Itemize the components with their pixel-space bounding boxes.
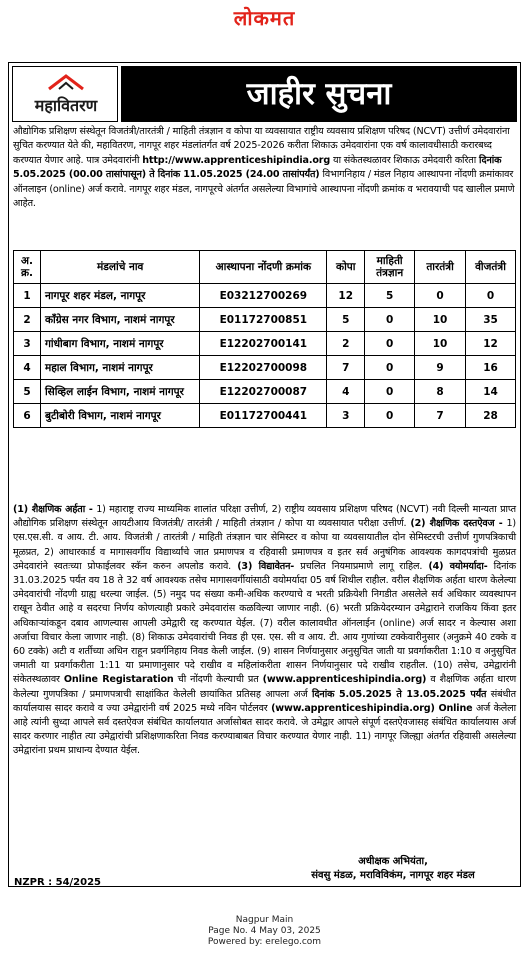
- table-row: [14, 308, 516, 332]
- table-cell: 0: [365, 380, 415, 404]
- term-label: (2) शैक्षणिक दस्तऐवज -: [410, 518, 503, 530]
- term-emphasis: Online Registaration: [63, 674, 174, 686]
- intro-paragraph: [13, 125, 516, 211]
- table-cell: 0: [466, 284, 516, 308]
- table-cell: 0: [365, 404, 415, 428]
- newspaper-masthead: [0, 0, 529, 30]
- col-header: वीजतंत्री: [466, 251, 516, 284]
- table-row: [14, 284, 516, 308]
- table-row: [14, 356, 516, 380]
- term-dates: दिनांक 5.05.2025 ते 13.05.2025 पर्यंत: [311, 688, 487, 700]
- table-cell: E12202700098: [200, 356, 327, 380]
- vacancy-table: [13, 250, 516, 428]
- table-cell: 3: [327, 404, 365, 428]
- table-cell: 0: [415, 284, 466, 308]
- intro-text-1: औद्योगिक प्रशिक्षण संस्थेतून विजतंत्री/तारतंत्री / माहिती तंत्रज्ञान व कोपा या व्यवसायात राष्ट्रीय व्यवसाय प्रशिक्षण परिषद (NCVT) उत्तीर्ण उमेदवारांना सुचित करण्यात येते की, महावितरण, नागपूर शहर मंडलांतर्गत वर्ष 2025-2026 करीता शिकाऊ उमेदवारांना एक वर्ष कालावधीसाठी करारबध्द करण्यात येणार आहे. पात्र उमेदवारांनी: [13, 126, 510, 166]
- table-cell: 5: [14, 380, 41, 404]
- table-cell: 5: [365, 284, 415, 308]
- notice-header: [12, 66, 517, 122]
- col-header: माहिती तंत्रज्ञान: [365, 251, 415, 284]
- table-cell: 3: [14, 332, 41, 356]
- table-cell: 12: [327, 284, 365, 308]
- table-cell: E01172700851: [200, 308, 327, 332]
- intro-text-3: विभागनिहाय / मंडल निहाय आस्थापना नोंदणी क्रमांकावर ऑनलाइन (online) अर्ज करावे. नागपूर शहर मंडल, नागपूरचे अंतर्गत असलेल्या विभागांचे आस्थापना नोंदणी क्रमांक व भरावयाची पद खालील प्रमाणे आहेत.: [13, 169, 515, 210]
- table-cell: 7: [415, 404, 466, 428]
- house-roof-icon: [47, 73, 85, 91]
- term-text: ची नोंदणी केल्याची प्रत: [177, 674, 259, 686]
- table-cell: 7: [327, 356, 365, 380]
- table-cell: 14: [466, 380, 516, 404]
- table-cell: 1: [14, 284, 41, 308]
- term-text: (9) शासन निर्णयानुसार अनुसुचित जाती या प्रवर्गाकरीता 1:10 व अनुसुचित जमाती या प्रवर्गाकरीता 1:11 या प्रमाणानुसार पदे राखीव व महिलांकरीता शासन निर्णयानुसार पदे राखीव राहतील.: [13, 646, 516, 672]
- table-cell: E12202700087: [200, 380, 327, 404]
- term-text: (10) तसेच, उमेद्वारांनी संकेतस्थळावर: [13, 660, 516, 686]
- table-cell: नागपूर शहर मंडल, नागपूर: [40, 284, 199, 308]
- table-row: [14, 404, 516, 428]
- table-cell: कॉंग्रेस नगर विभाग, नाशमं नागपूर: [40, 308, 199, 332]
- notice-title-bar: [121, 66, 517, 122]
- table-cell: सिव्हिल लाईन विभाग, नाशमं नागपूर: [40, 380, 199, 404]
- table-cell: 0: [365, 356, 415, 380]
- table-cell: 6: [14, 404, 41, 428]
- term-url: (www.apprenticeshipindia.org): [262, 674, 427, 686]
- table-cell: E01172700441: [200, 404, 327, 428]
- term-text: व शैक्षणिक अर्हता धारण केलेल्या गुणपत्रिका / प्रमाणपत्राची साक्षांकित केलेली छायांकित प्रतिसह आपला अर्ज: [13, 674, 517, 700]
- term-text: प्रचलित नियमाप्रमाणे लागू राहिल.: [300, 560, 423, 572]
- table-cell: 8: [415, 380, 466, 404]
- term-label: (3) विद्यावेतन-: [237, 560, 295, 572]
- col-header: अ. क्र.: [14, 251, 41, 284]
- terms-paragraph: [13, 503, 516, 759]
- signature-office: संवसु मंडळ, मराविविकंम, नागपूर शहर मंडल: [311, 870, 475, 881]
- term-text: अर्ज केलेला आहे त्यांनी सुध्दा आपले सर्व दस्तऐवज संबंधित कार्यालयात अर्जासोबत सादर करावे. जे उमेद्वार आपले संपूर्ण दस्तऐवजासह संबंधित कार्यालयास अर्ज सादर करणार नाहीत त्या उमेद्वारांची प्रशिक्षणाकरिता निवड करण्याबाबत विचार करण्यात येणार नाही.: [13, 702, 516, 743]
- col-header: कोपा: [327, 251, 365, 284]
- term-text: (6) भरती प्रक्रियेदरम्यान उमेद्वाराने राजकिय किंवा इतर अधिकाऱ्यांकडून दबाव आणल्यास आपली उमेद्वारी रद्द करण्यात येईल.: [13, 603, 516, 629]
- lokmat-logo: लोकमत: [233, 6, 296, 30]
- table-cell: 16: [466, 356, 516, 380]
- term-label: (1) शैक्षणिक अर्हता -: [13, 504, 93, 515]
- public-notice-advertisement: [8, 62, 521, 887]
- table-cell: 10: [415, 308, 466, 332]
- intro-dates: दिनांक 5.05.2025 (00.00 तासांपासून) ते दिनांक 11.05.2025 (24.00 तासांपर्यंत): [13, 154, 502, 181]
- table-cell: 12: [466, 332, 516, 356]
- table-cell: 4: [14, 356, 41, 380]
- table-header-row: [14, 251, 516, 284]
- table-row: [14, 332, 516, 356]
- table-cell: E12202700141: [200, 332, 327, 356]
- term-text: 1) महाराष्ट्र राज्य माध्यमिक शालांत परिक्षा उत्तीर्ण, 2) राष्ट्रीय व्यवसाय प्रशिक्षण परिषद (NCVT) नवी दिल्ली मान्यता प्राप्त औद्योगिक प्रशिक्षण संस्थेतून आयटीआय विजतंत्री/ तारतंत्री / माहिती तंत्रज्ञान / कोपा या व्यवसायात परीक्षा उत्तीर्ण.: [13, 504, 516, 530]
- intro-url: http://www.apprenticeshipindia.org: [142, 154, 331, 166]
- table-cell: 35: [466, 308, 516, 332]
- term-text: संबंधीत कार्यालयास सादर करावे व ज्या उमेद्वारांनी वर्ष 2025 मध्ये नविन पोर्टलवर: [13, 688, 516, 714]
- signature-title: अधीक्षक अभियंता,: [358, 856, 428, 867]
- nzpr-reference: NZPR : 54/2025: [14, 877, 102, 888]
- term-text: 11) नागपूर जिल्ह्या अंतर्गत रहिवासी असलेल्या उमेद्वारांना प्रथम प्राधान्य देण्यात येईल.: [13, 731, 516, 757]
- term-text: (5) नमुद पद संख्या कमी-अधिक करण्याचे व भरती प्रक्रियेशी निगडीत असलेले सर्व अधिकार व्यवस्थापन राखून ठेवीत आहे व सदरचा निर्णय कोणत्याही प्रकारे उमेदवारांस कळविल्या जाणार नाही.: [13, 589, 516, 615]
- page-date: Page No. 4 May 03, 2025: [208, 926, 321, 936]
- powered-by: Powered by: erelego.com: [207, 937, 322, 947]
- table-cell: 2: [14, 308, 41, 332]
- col-header: आस्थापना नोंदणी क्रमांक: [200, 251, 327, 284]
- table-cell: 10: [415, 332, 466, 356]
- signature-block: [269, 855, 517, 883]
- col-header: तारतंत्री: [415, 251, 466, 284]
- logo-name: महावितरण: [34, 96, 98, 115]
- notice-title: जाहीर सुचना: [246, 76, 392, 112]
- table-cell: 0: [365, 332, 415, 356]
- table-row: [14, 380, 516, 404]
- table-cell: बुटीबोरी विभाग, नाशमं नागपूर: [40, 404, 199, 428]
- table-cell: 28: [466, 404, 516, 428]
- table-cell: 9: [415, 356, 466, 380]
- term-text: दिनांक 31.03.2025 पर्यंत वय 18 ते 32 वर्ष आवश्यक तसेच मागासवर्गीयांसाठी वयोमर्यादा 05 वर्ष शिथील राहील. वरील शैक्षणिक अर्हता धारण केलेल्या उमेदवारांची नोंदणी ग्राह्य धरल्या जाईल.: [13, 560, 516, 601]
- term-url: (www.apprenticeshipindia.org) Online: [271, 702, 473, 714]
- term-text: (7) वरील कालावधीत ऑनलाईन (online) अर्ज सादर न केल्यास अशा अर्जाचा विचार केला जाणार नाही.: [13, 617, 516, 643]
- table-cell: 2: [327, 332, 365, 356]
- intro-text-2: या संकेतस्थळावर शिकाऊ उमेदवारी करिता: [333, 154, 477, 166]
- col-header: मंडलांचे नाव: [40, 251, 199, 284]
- term-label: (4) वयोमर्यादा-: [428, 560, 488, 572]
- term-text: 1) एस.एस.सी. व आय. टी. आय. विजतंत्री / तारतंत्री / माहिती तंत्रज्ञान चार सेमिस्टर व कोपा या व्यवसायातील दोन सेमिस्टरची उत्तीर्ण गुणपत्रिकाची मूळप्रत, 2) आधारकार्ड व मागासवर्गीय विद्यार्थ्यांचे जात प्रमाणपत्र व रहिवासी प्रमाणपत्र व इतर सर्व अनुषंगिक आवश्यक कागदपत्रांची मुळप्रत उमेदवारांने स्वतःच्या प्रोफाईलवर स्कॅन करुन अपलोड करावे.: [13, 518, 516, 572]
- table-cell: गांधीबाग विभाग, नाशमं नागपूर: [40, 332, 199, 356]
- term-text: (8) शिकाऊ उमेदवारांची निवड ही एस. एस. सी व आय. टी. आय गुणांच्या टक्केवारीनुसार (अनुक्रमे 40 टक्के व 60 टक्के) अटी व शर्तीच्या अधिन राहून प्रवर्गनिहाय निवड केली जाईल.: [13, 631, 517, 658]
- table-cell: महाल विभाग, नाशमं नागपूर: [40, 356, 199, 380]
- table-cell: 4: [327, 380, 365, 404]
- page-footer: [0, 915, 529, 948]
- table-cell: 0: [365, 308, 415, 332]
- mahavitaran-logo: [12, 66, 118, 122]
- table-cell: 5: [327, 308, 365, 332]
- edition-name: Nagpur Main: [235, 915, 294, 925]
- table-cell: E03212700269: [200, 284, 327, 308]
